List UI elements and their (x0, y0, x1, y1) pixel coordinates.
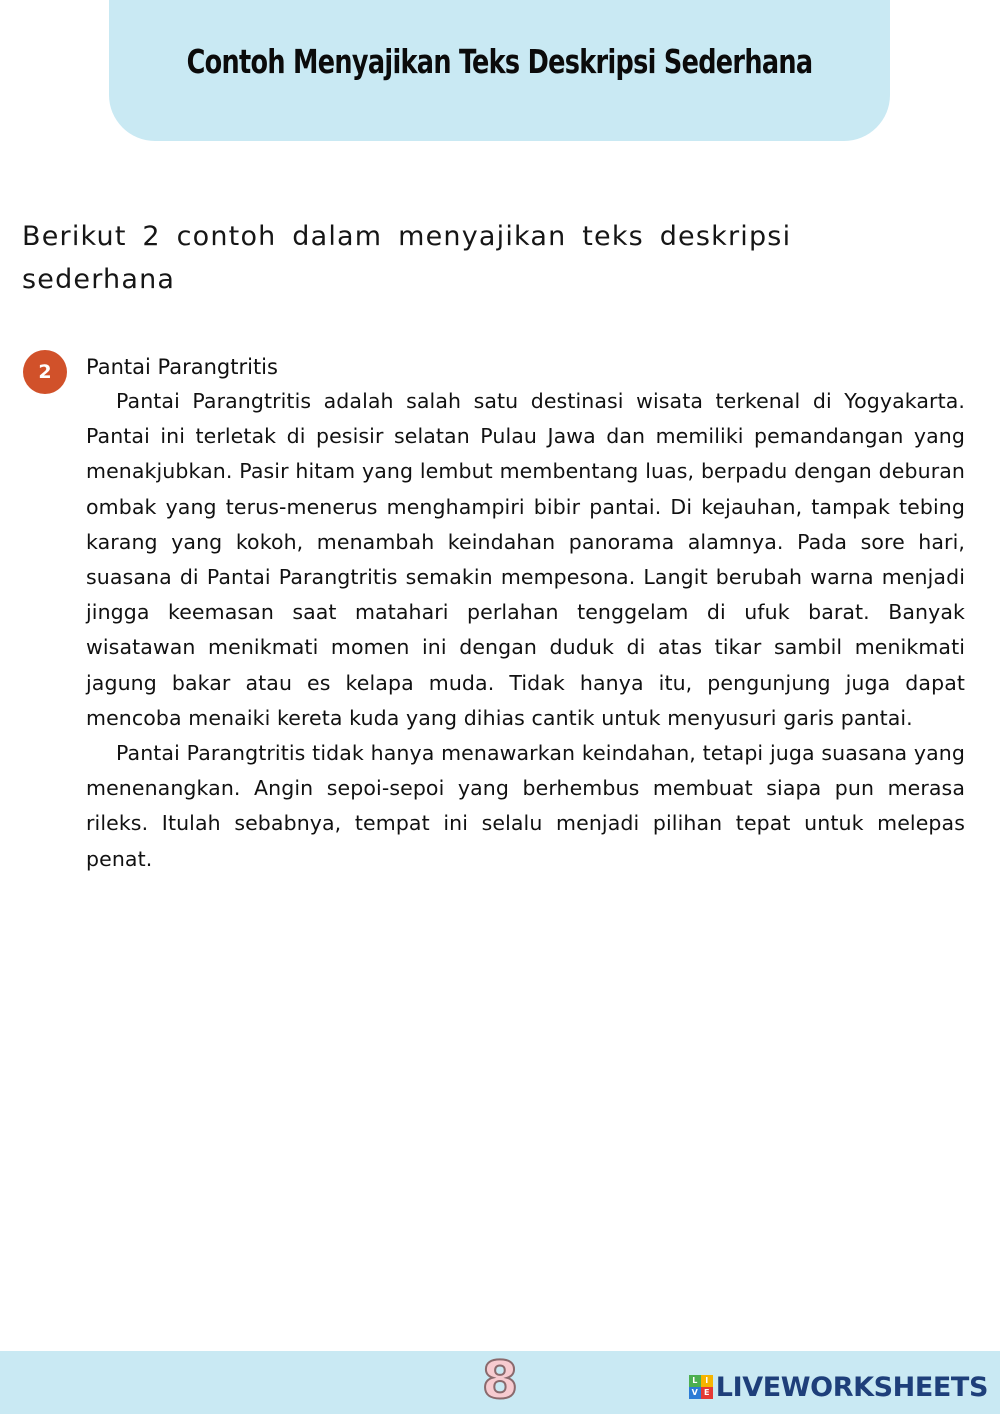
logo-tile: I (701, 1375, 713, 1387)
page-number: 8 (481, 1351, 519, 1411)
description-content (86, 384, 965, 877)
intro-text: Berikut 2 contoh dalam menyajikan teks deskripsi sederhana (22, 221, 792, 295)
paragraph: Pantai Parangtritis adalah salah satu destinasi wisata terkenal di Yogyakarta. Pantai ini terletak di pesisir selatan Pulau Jawa dan memiliki pemandangan yang menakjubkan. Pasir hitam yang lembut membentang luas, berpadu dengan deburan ombak yang terus-menerus menghampiri bibir pantai. Di kejauhan, tampak tebing karang yang kokoh, menambah keindahan panorama alamnya. Pada sore hari, suasana di Pantai Parangtritis semakin mempesona. Langit berubah warna menjadi jingga keemasan saat matahari perlahan tenggelam di ufuk barat. Banyak wisatawan menikmati momen ini dengan duduk di atas tikar sambil menikmati jagung bakar atau es kelapa muda. Tidak hanya itu, pengunjung juga dapat mencoba menaiki kereta kuda yang dihias cantik untuk menyusuri garis pantai. (86, 389, 965, 730)
header-banner (109, 0, 890, 141)
paragraph: Pantai Parangtritis tidak hanya menawarkan keindahan, tetapi juga suasana yang menenangkan. Angin sepoi-sepoi yang berhembus membuat siapa pun merasa rileks. Itulah sebabnya, tempat ini selalu menjadi pilihan tepat untuk melepas penat. (86, 741, 965, 871)
logo-tile: L (689, 1375, 701, 1387)
brand-name: LIVEWORKSHEETS (715, 1371, 988, 1403)
item-title: Pantai Parangtritis (86, 355, 278, 379)
page-title: Contoh Menyajikan Teks Deskripsi Sederhana (186, 42, 813, 81)
logo-tile: E (701, 1387, 713, 1399)
logo-tile: V (689, 1387, 701, 1399)
liveworksheets-brand[interactable] (689, 1370, 988, 1404)
liveworksheets-logo-icon (689, 1375, 713, 1399)
item-number-badge: 2 (23, 350, 67, 394)
